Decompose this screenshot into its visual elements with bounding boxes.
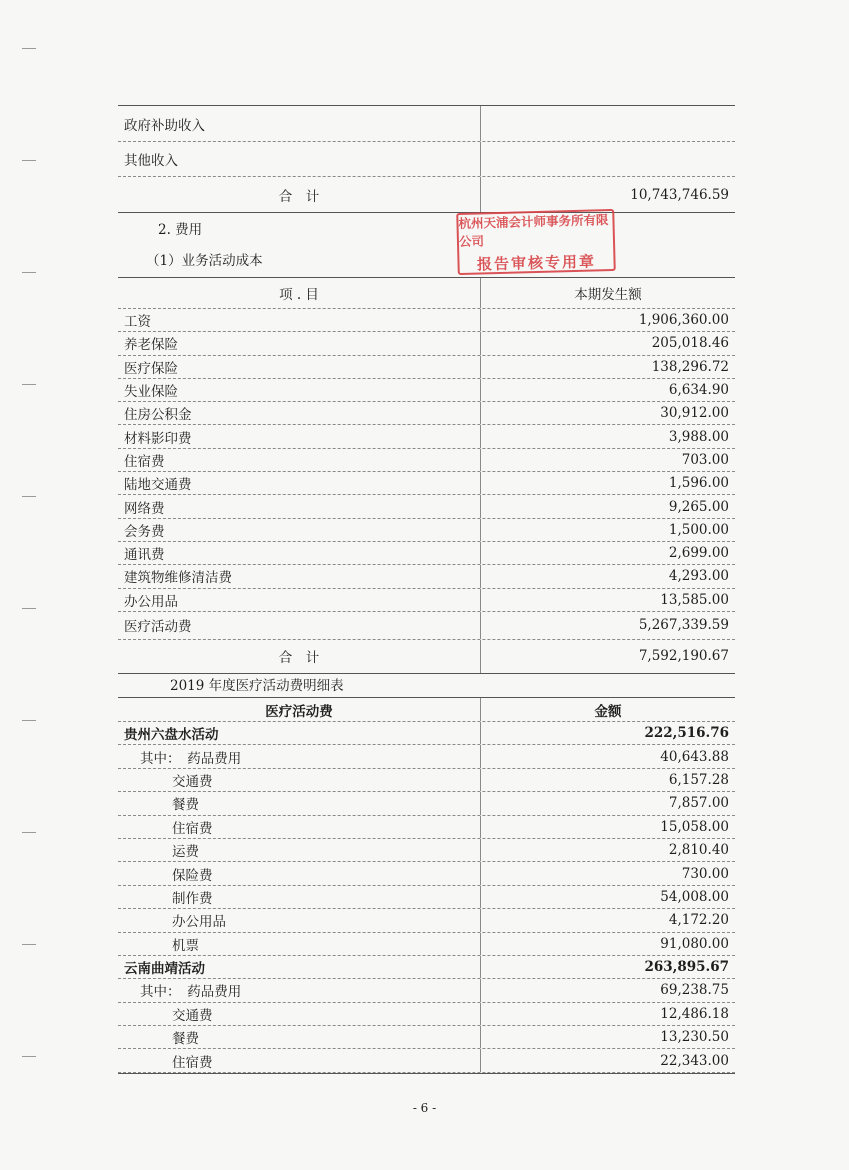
- column-divider: [480, 956, 481, 978]
- row-label: 云南曲靖活动: [124, 961, 205, 978]
- row-value: 703.00: [681, 451, 729, 468]
- row-label: 其他收入: [124, 153, 178, 169]
- total-row: [118, 177, 735, 213]
- audit-stamp: [456, 209, 616, 275]
- row-label: 工资: [124, 314, 151, 331]
- detail-table: [118, 697, 735, 1074]
- column-divider: [480, 612, 481, 639]
- column-divider: [480, 177, 481, 212]
- income-table: [118, 105, 735, 213]
- total-value: 7,592,190.67: [638, 648, 729, 665]
- row-label: 医疗保险: [124, 360, 178, 377]
- row-label: 贵州六盘水活动: [124, 727, 219, 744]
- header-amount: 本期发生额: [574, 287, 642, 303]
- row-value: 4,172.20: [668, 912, 729, 929]
- row-value: [489, 142, 729, 176]
- column-divider: [480, 425, 481, 447]
- table-row: [118, 745, 735, 768]
- detail-title: 2019 年度医疗活动费明细表: [170, 678, 344, 694]
- row-value: 263,895.67: [644, 959, 729, 976]
- column-divider: [480, 542, 481, 564]
- column-divider: [480, 402, 481, 424]
- table-row: [118, 542, 735, 565]
- cost-table: [118, 277, 735, 674]
- row-value: 222,516.76: [644, 725, 729, 742]
- row-value: 138,296.72: [651, 358, 729, 375]
- table-row: [118, 722, 735, 745]
- table-row: [118, 886, 735, 909]
- table-row: [118, 565, 735, 588]
- row-label: 养老保险: [124, 337, 178, 354]
- column-divider: [480, 142, 481, 176]
- stamp-line-2: 报告审核专用章: [476, 251, 597, 274]
- table-row: [118, 356, 735, 379]
- margin-mark: [22, 48, 36, 49]
- table-row: [118, 1003, 735, 1026]
- column-divider: [480, 565, 481, 587]
- margin-mark: [22, 272, 36, 273]
- subsection-title: （1）业务活动成本: [146, 253, 263, 269]
- table-row: [118, 106, 735, 142]
- column-divider: [480, 472, 481, 494]
- row-value: 7,857.00: [668, 795, 729, 812]
- total-row: [118, 640, 735, 674]
- row-value: 12,486.18: [660, 1005, 729, 1022]
- row-label: 医疗活动费: [124, 619, 192, 636]
- column-divider: [480, 332, 481, 354]
- row-value: 1,500.00: [668, 521, 729, 538]
- row-value: 15,058.00: [660, 818, 729, 835]
- row-value: 13,230.50: [660, 1029, 729, 1046]
- table-row: [118, 769, 735, 792]
- row-value: 3,988.00: [668, 428, 729, 445]
- column-divider: [480, 862, 481, 884]
- table-row: [118, 309, 735, 332]
- table-header: [118, 278, 735, 309]
- column-divider: [480, 356, 481, 378]
- table-header: [118, 698, 735, 722]
- row-label: 通讯费: [124, 547, 165, 564]
- row-label: 办公用品: [172, 914, 226, 931]
- table-row: [118, 449, 735, 472]
- table-row: [118, 519, 735, 542]
- table-row: [118, 142, 735, 177]
- row-label: 制作费: [172, 890, 213, 907]
- column-divider: [480, 106, 481, 141]
- row-label: 失业保险: [124, 384, 178, 401]
- column-divider: [480, 769, 481, 791]
- table-row: [118, 839, 735, 862]
- page-number: - 6 -: [412, 1101, 437, 1115]
- detail-rows: [118, 722, 735, 1073]
- column-divider: [480, 792, 481, 814]
- row-value: 13,585.00: [660, 591, 729, 608]
- cost-rows: [118, 309, 735, 640]
- column-divider: [480, 886, 481, 908]
- row-label: 陆地交通费: [124, 477, 192, 494]
- row-value: 5,267,339.59: [638, 617, 729, 634]
- row-value: 205,018.46: [651, 335, 729, 352]
- column-divider: [480, 1049, 481, 1071]
- column-divider: [480, 816, 481, 838]
- column-divider: [480, 1003, 481, 1025]
- row-label: 网络费: [124, 500, 165, 517]
- row-label: 机票: [172, 937, 199, 954]
- row-value: 2,810.40: [668, 842, 729, 859]
- row-value: [489, 106, 729, 141]
- row-label: 其中： 药品费用: [140, 750, 242, 767]
- header-item: 医疗活动费: [265, 703, 333, 720]
- column-divider: [480, 839, 481, 861]
- column-divider: [480, 640, 481, 673]
- row-value: 54,008.00: [660, 888, 729, 905]
- row-value: 730.00: [681, 865, 729, 882]
- row-label: 交通费: [172, 773, 213, 790]
- column-divider: [480, 379, 481, 401]
- table-row: [118, 495, 735, 518]
- column-divider: [480, 909, 481, 931]
- table-row: [118, 862, 735, 885]
- table-row: [118, 816, 735, 839]
- row-label: 住宿费: [124, 453, 165, 470]
- table-row: [118, 332, 735, 355]
- row-label: 政府补助收入: [124, 117, 205, 134]
- column-divider: [480, 979, 481, 1001]
- row-label: 住宿费: [172, 820, 213, 837]
- row-value: 1,906,360.00: [638, 312, 729, 329]
- table-row: [118, 933, 735, 956]
- row-value: 2,699.00: [668, 545, 729, 562]
- row-value: 22,343.00: [660, 1052, 729, 1069]
- column-divider: [480, 309, 481, 331]
- row-value: 69,238.75: [660, 982, 729, 999]
- row-value: 40,643.88: [660, 748, 729, 765]
- table-row: [118, 1026, 735, 1049]
- column-divider: [480, 745, 481, 767]
- column-divider: [480, 519, 481, 541]
- row-label: 餐费: [172, 1031, 199, 1048]
- row-value: 91,080.00: [660, 935, 729, 952]
- margin-mark: [22, 1056, 36, 1057]
- column-divider: [480, 722, 481, 744]
- total-value: 10,743,746.59: [630, 186, 729, 203]
- column-divider: [480, 933, 481, 955]
- margin-mark: [22, 608, 36, 609]
- margin-mark: [22, 160, 36, 161]
- row-label: 其中： 药品费用: [140, 984, 242, 1001]
- header-item: 项 . 目: [279, 287, 319, 303]
- margin-mark: [22, 384, 36, 385]
- row-label: 保险费: [172, 867, 213, 884]
- table-row: [118, 425, 735, 448]
- table-row: [118, 956, 735, 979]
- row-value: 6,634.90: [668, 382, 729, 399]
- table-row: [118, 979, 735, 1002]
- margin-mark: [22, 832, 36, 833]
- row-label: 材料影印费: [124, 430, 192, 447]
- table-row: [118, 402, 735, 425]
- table-row: [118, 792, 735, 815]
- column-divider: [480, 589, 481, 611]
- header-amount: 金额: [594, 703, 622, 720]
- table-row: [118, 909, 735, 932]
- table-row: [118, 379, 735, 402]
- row-value: 1,596.00: [668, 475, 729, 492]
- table-row: [118, 589, 735, 612]
- table-row: [118, 1049, 735, 1072]
- row-label: 运费: [172, 844, 199, 861]
- table-row: [118, 472, 735, 495]
- stamp-line-1: 杭州天浦会计师事务所有限公司: [458, 211, 609, 249]
- margin-mark: [22, 720, 36, 721]
- row-label: 住宿费: [172, 1054, 213, 1071]
- row-label: 建筑物维修清洁费: [124, 570, 232, 587]
- row-value: 4,293.00: [668, 568, 729, 585]
- margin-mark: [22, 944, 36, 945]
- table-row: [118, 612, 735, 640]
- row-value: 6,157.28: [668, 771, 729, 788]
- margin-mark: [22, 496, 36, 497]
- row-label: 住房公积金: [124, 407, 192, 424]
- column-divider: [480, 495, 481, 517]
- row-label: 交通费: [172, 1007, 213, 1024]
- total-label: 合 计: [278, 650, 320, 667]
- row-label: 办公用品: [124, 593, 178, 610]
- row-value: 9,265.00: [668, 498, 729, 515]
- total-label: 合 计: [278, 188, 320, 205]
- column-divider: [480, 449, 481, 471]
- column-divider: [480, 1026, 481, 1048]
- section-title: 2. 费用: [158, 222, 203, 238]
- row-label: 会务费: [124, 523, 165, 540]
- row-value: 30,912.00: [660, 405, 729, 422]
- row-label: 餐费: [172, 797, 199, 814]
